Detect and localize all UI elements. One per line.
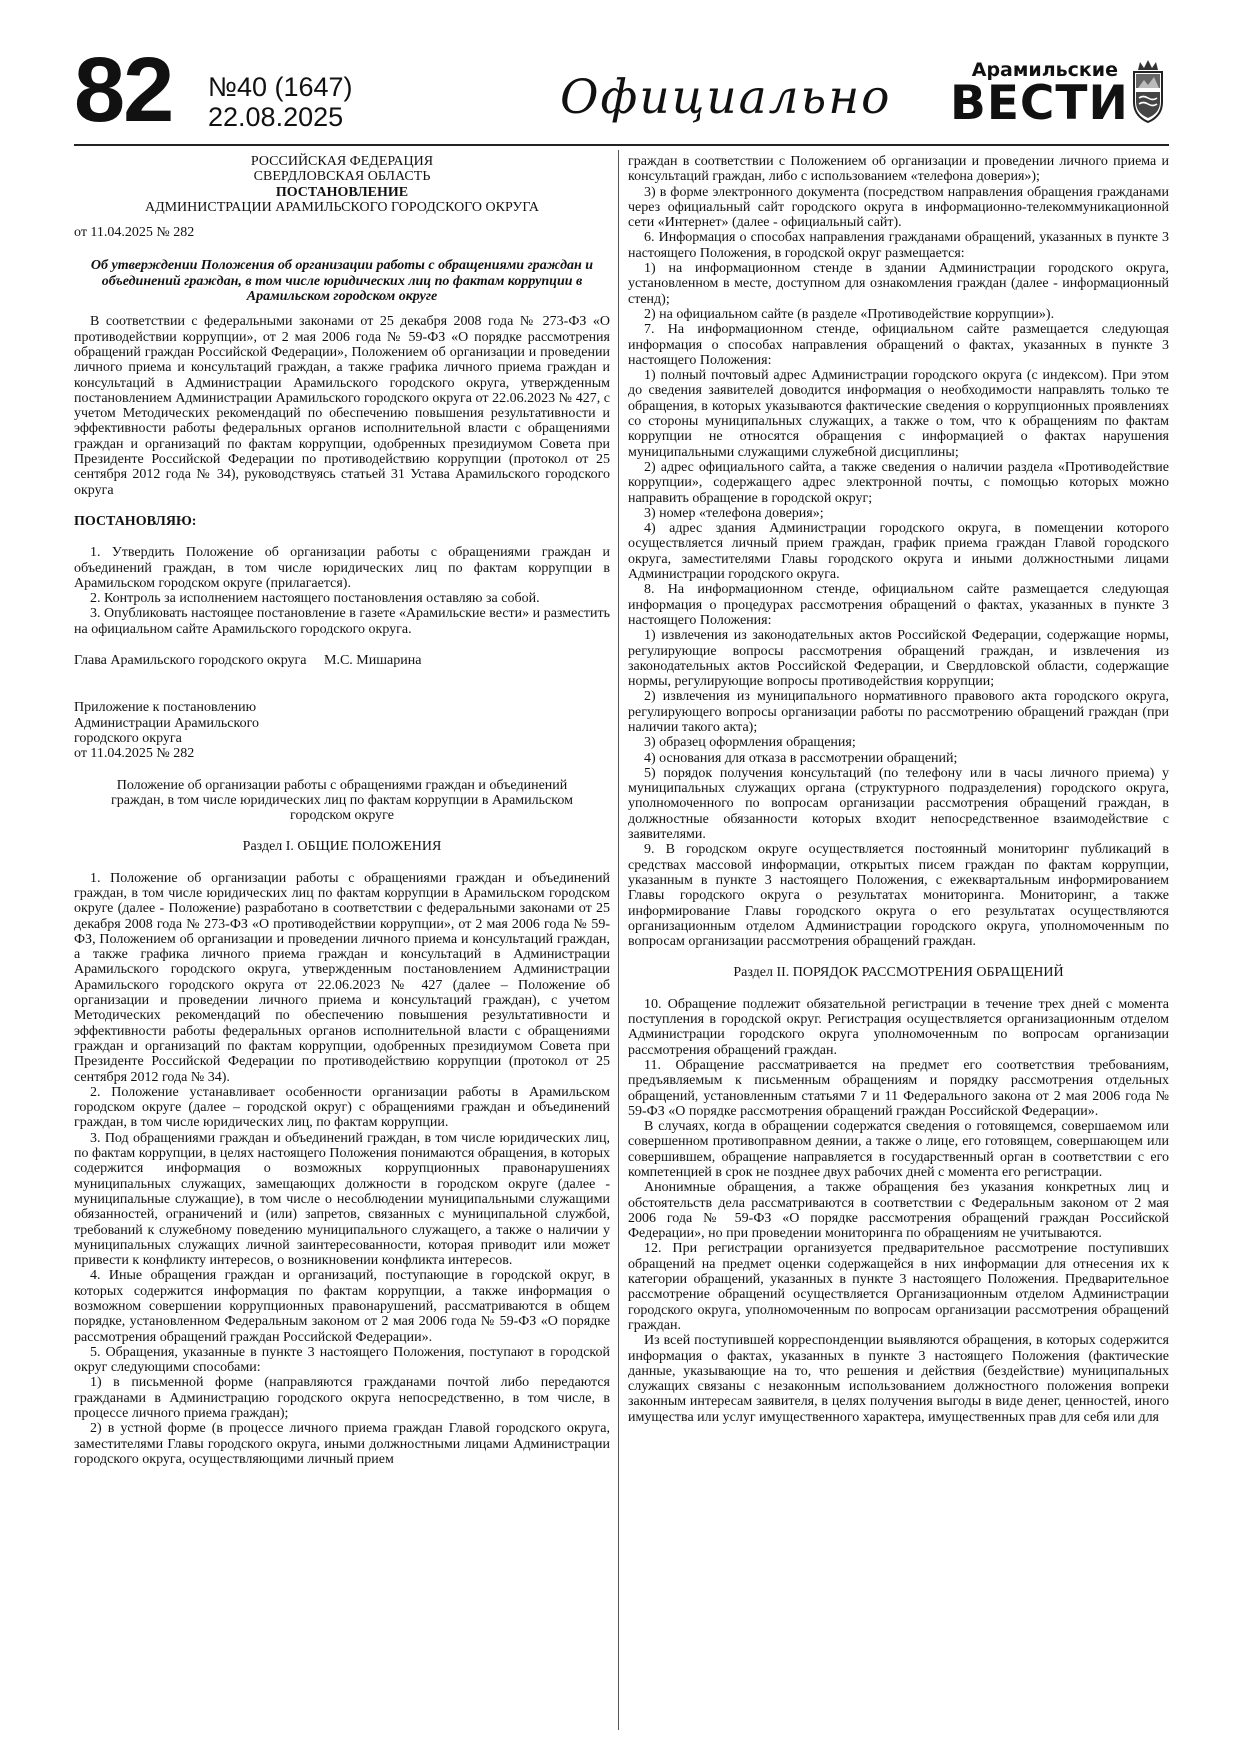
right-paragraph: 4) адрес здания Администрации городского округа, в помещении которого осуществляется личный прием граждан, график приема граждан Главой городского округа, заместителями Главы городского округа и иными должностными лицами Администрации городского округа. [628, 521, 1169, 583]
right-paragraph: 11. Обращение рассматривается на предмет его соответствия требованиям, предъявляемым к письменным обращениям и порядку рассмотрения отдельных обращений, установленным статьями 7 и 11 Федерального закона от 2 мая 2006 года № 59-ФЗ «О порядке рассмотрения обращений граждан Российской Федерации». [628, 1057, 1169, 1119]
appendix-line-4: от 11.04.2025 № 282 [74, 746, 195, 762]
right-paragraph: Из всей поступившей корреспонденции выявляются обращения, в которых содержится информация о фактах, указанных в пункте 3 настоящего Положения (фактические данные, указывающие на то, что решения и действия (бездействие) муниципальных служащих связаны с незаконным использованием должностного положения вопреки законным интересам заявителя, в целях получения выгоды в виде денег, ценностей, иного имущества или услуг имущественного характера, имущественных прав для себя или для [628, 1333, 1169, 1425]
left-paragraph: 1. Положение об организации работы с обращениями граждан и объединений граждан, в том числе юридических лиц по фактам коррупции в Арамильском городском округе (далее - Положение) разработано в соответствии с федеральными законами от 25 декабря 2008 года № 273-ФЗ «О противодействии коррупции», от 2 мая 2006 года № 59-ФЗ, Положением об организации и проведении личного приема и консультаций граждан, а также графика личного приема граждан и консультаций в Администрации Арамильского городского округа, утвержденным постановлением Администрации Арамильского городского округа от 22.06.2023 № 427 (далее – Положение об организации и проведении личного приема и консультаций граждан), с учетом Методических рекомендаций по обеспечению повышения результативности и эффективности работы федеральных органов исполнительной власти с обращениями граждан и организаций по фактам коррупции, одобренных президиумом Совета при Президенте Российской Федерации по противодействию коррупции (протокол от 25 сентября 2012 года № 34). [74, 870, 610, 1085]
left-paragraph: 4. Иные обращения граждан и организаций, поступающие в городской округ, в которых содержится информация по фактам коррупции, а также информация о возможном совершении коррупционных правонарушений, рассматриваются в общем порядке, установленном Федеральным законом от 2 мая 2006 года № 59-ФЗ «О порядке рассмотрения обращений граждан Российской Федерации». [74, 1268, 610, 1345]
right-paragraph: 2) на официальном сайте (в разделе «Противодействие коррупции»). [644, 306, 1055, 322]
left-paragraph: 2. Положение устанавливает особенности организации работы в Арамильском городском округе (далее – городской округ) с обращениями граждан и объединений граждан, в том числе юридических лиц, по фактам коррупции. [74, 1084, 610, 1131]
header-rule [74, 144, 1169, 146]
logo-main-text: ВЕСТИ [950, 76, 1129, 131]
issue-number: №40 (1647) [208, 72, 353, 102]
doc-item-1: 1. Утвердить Положение об организации работы с обращениями граждан и объединений граждан, в том числе юридических лиц по фактам коррупции в Арамильском городском округе (прилагается). [74, 545, 610, 591]
doc-preamble: В соответствии с федеральными законами от 25 декабря 2008 года № 273-ФЗ «О противодействии коррупции», от 2 мая 2006 года № 59-ФЗ «О порядке рассмотрения обращений граждан Российской Федерации», Положением об организации и проведении личного приема и консультаций граждан, а также графика личного приема граждан и консультаций в Администрации Арамильского городского округа, утвержденным постановлением Администрации Арамильского городского округа от 22.06.2023 № 427, с учетом Методических рекомендаций по обеспечению повышения результативности и эффективности работы федеральных органов исполнительной власти с обращениями граждан и организаций по фактам коррупции, одобренных президиумом Совета при Президенте Российской Федерации по противодействию коррупции (протокол от 25 сентября 2012 года № 34), руководствуясь статьей 31 Устава Арамильского городского округа [74, 314, 610, 498]
doc-type: ПОСТАНОВЛЕНИЕ [275, 184, 409, 200]
right-paragraph: 3) образец оформления обращения; [644, 735, 856, 751]
page-number: 82 [74, 39, 173, 141]
column-divider [618, 150, 619, 1730]
right-paragraph: 5) порядок получения консультаций (по телефону или в часы личного приема) у муниципальных служащих органа (структурного подразделения) городского округа, уполномоченного по вопросам организации рассмотрения обращений граждан, в должностные обязанности которых входит непосредственное взаимодействие с заявителями. [628, 765, 1169, 843]
doc-org-2: СВЕРДЛОВСКАЯ ОБЛАСТЬ [253, 169, 431, 185]
section-2-heading: Раздел II. ПОРЯДОК РАССМОТРЕНИЯ ОБРАЩЕНИЙ [733, 965, 1064, 981]
doc-org-1: РОССИЙСКАЯ ФЕДЕРАЦИЯ [250, 154, 434, 169]
right-paragraph: 12. При регистрации организуется предварительное рассмотрение поступивших обращений на предмет оценки содержащейся в них информации для отнесения их к категории обращений, указанных в пункте 3 настоящего Положения. Предварительное рассмотрение обращений осуществляется Организационным отделом Администрации городского округа, уполномоченным по вопросам организации рассмотрения обращений граждан. [628, 1241, 1169, 1333]
appendix-line-3: городского округа [74, 730, 182, 746]
right-paragraph: 2) адрес официального сайта, а также сведения о наличии раздела «Противодействие коррупции», содержащего адрес электронной почты, с помощью которых можно направить обращение в городской округ; [628, 459, 1169, 506]
section-title: Официально [560, 70, 892, 125]
right-paragraph: 4) основания для отказа в рассмотрении обращений; [644, 750, 958, 766]
doc-item-2: 2. Контроль за исполнением настоящего постановления оставляю за собой. [90, 591, 540, 607]
right-paragraph: 10. Обращение подлежит обязательной регистрации в течение трех дней с момента поступления в городской округ. Регистрация осуществляется организационным отделом Администрации городского округа уполномоченным по вопросам организации рассмотрения обращений граждан. [628, 996, 1169, 1058]
issue-info [208, 72, 353, 132]
right-paragraph: В случаях, когда в обращении содержатся сведения о готовящемся, совершаемом или совершенном противоправном деянии, а также о лице, его готовящем, совершающем или совершившем, обращение направляется в государственный орган в соответствии с его компетенцией в срок не позднее двух рабочих дней с момента его регистрации. [628, 1119, 1169, 1180]
doc-title: Об утверждении Положения об организации работы с обращениями граждан и объединений граждан, в том числе юридических лиц по фактам коррупции в Арамильском городском округе [90, 258, 594, 305]
doc-signature: Глава Арамильского городского округа М.С. Мишарина [74, 653, 422, 669]
right-paragraph: 3) в форме электронного документа (посредством направления обращения гражданами через официальный сайт городского округа в информационно-телекоммуникационной сети «Интернет» (далее - официальный сайт). [628, 184, 1169, 231]
right-paragraph: Анонимные обращения, а также обращения без указания конкретных лиц и обстоятельств дела рассматриваются в соответствии с Федеральным законом от 2 мая 2006 года № 59-ФЗ «О порядке рассмотрения обращений граждан Российской Федерации», но при проведении мониторинга по обращениям не учитываются. [628, 1180, 1169, 1242]
left-paragraph: 3. Под обращениями граждан и объединений граждан, в том числе юридических лиц, по фактам коррупции, в целях настоящего Положения понимаются обращения, в которых содержится информация о возможных коррупционных правонарушениях муниципальных служащих, замещающих должности в городском округе (далее - муниципальные служащие), в том числе о несоблюдении муниципальными служащими обязанностей, ограничений и (или) запретов, связанных с муниципальной службой, требований к служебному поведению муниципального служащего, а также о наличии у муниципальных служащих личной заинтересованности, которая приводит или может привести к конфликту интересов, о возникновении конфликта интересов. [74, 1130, 610, 1269]
left-paragraph: 2) в устной форме (в процессе личного приема граждан Главой городского округа, заместителями Главы городского округа, иными должностными лицами Администрации городского округа, осуществляющими личный прием [74, 1421, 610, 1467]
right-column [628, 154, 1169, 1425]
left-paragraph: 5. Обращения, указанные в пункте 3 настоящего Положения, поступают в городской округ следующими способами: [74, 1344, 610, 1376]
regulation-title: Положение об организации работы с обращениями граждан и объединений граждан, в том числе юридических лиц по фактам коррупции в Арамильском городском округе [111, 777, 573, 824]
doc-item-3: 3. Опубликовать настоящее постановление в газете «Арамильские вести» и разместить на официальном сайте Арамильского городского округа. [74, 606, 610, 637]
right-paragraph: 1) полный почтовый адрес Администрации городского округа (с индексом). При этом до сведения заявителей доводится информация о необходимости направлять только те обращения, в которых указываются фактические сведения о коррупционных проявлениях со стороны муниципальных служащих, а также о том, что к обращениям по фактам коррупции не относятся обращения с информацией о фактах нарушения муниципальными служащими служебной дисциплины; [628, 368, 1169, 460]
appendix-line-2: Администрации Арамильского [74, 715, 260, 731]
right-paragraph: 1) извлечения из законодательных актов Российской Федерации, содержащие нормы, регулирующие вопросы рассмотрения обращений граждан, и извлечения из законодательных актов Российской Федерации, и Свердловской области, содержащие нормы, регулирующие вопросы противодействия коррупции; [628, 628, 1169, 690]
right-paragraph: 8. На информационном стенде, официальном сайте размещается следующая информация о процедурах рассмотрения обращений о фактах, указанных в пункте 3 настоящего Положения: [628, 582, 1169, 628]
right-paragraph: 1) на информационном стенде в здании Администрации городского округа, установленном в месте, доступном для ознакомления граждан (далее - информационный стенд); [628, 261, 1169, 307]
coat-of-arms-icon [1128, 58, 1168, 124]
doc-resolve: ПОСТАНОВЛЯЮ: [74, 513, 197, 529]
right-paragraph: 9. В городском округе осуществляется постоянный мониторинг публикаций в средствах массовой информации, открытых писем граждан по фактам коррупции, указанным в пункте 3 настоящего Положения, с ежеквартальным информированием Главы городского округа о результатах мониторинга. Мониторинг, а также информирование Главы городского округа о его результатах осуществляются организационным отделом Администрации городского округа, уполномоченным по вопросам организации рассмотрения обращений граждан. [628, 842, 1169, 950]
newspaper-logo [950, 59, 1129, 131]
right-paragraph: 2) извлечения из муниципального нормативного правового акта городского округа, регулирующего вопросы организации работы по рассмотрению обращений граждан (при наличии такого акта); [628, 689, 1169, 735]
left-column [74, 154, 610, 1467]
doc-date-number: от 11.04.2025 № 282 [74, 225, 195, 241]
page-header [74, 39, 1169, 146]
issue-date: 22.08.2025 [208, 102, 344, 132]
logo-top-text: Арамильские [971, 59, 1118, 81]
section-1-heading: Раздел I. ОБЩИЕ ПОЛОЖЕНИЯ [242, 839, 442, 855]
doc-org-3: АДМИНИСТРАЦИИ АРАМИЛЬСКОГО ГОРОДСКОГО ОКРУГА [144, 199, 540, 215]
right-paragraph: граждан в соответствии с Положением об организации и проведении личного приема и консультаций граждан, либо с использованием «телефона доверия»); [628, 154, 1169, 185]
right-paragraph: 3) номер «телефона доверия»; [644, 505, 824, 521]
left-paragraph: 1) в письменной форме (направляются гражданами почтой либо передаются гражданами в Администрацию городского округа непосредственно, в том числе, в процессе личного приема граждан); [74, 1375, 610, 1422]
right-paragraph: 6. Информация о способах направления гражданами обращений, указанных в пункте 3 настоящего Положения, в городской округ размещается: [628, 230, 1169, 261]
appendix-line-1: Приложение к постановлению [74, 700, 257, 716]
right-paragraph: 7. На информационном стенде, официальном сайте размещается следующая информация о способах направления обращений о фактах, указанных в пункте 3 настоящего Положения: [628, 322, 1169, 368]
